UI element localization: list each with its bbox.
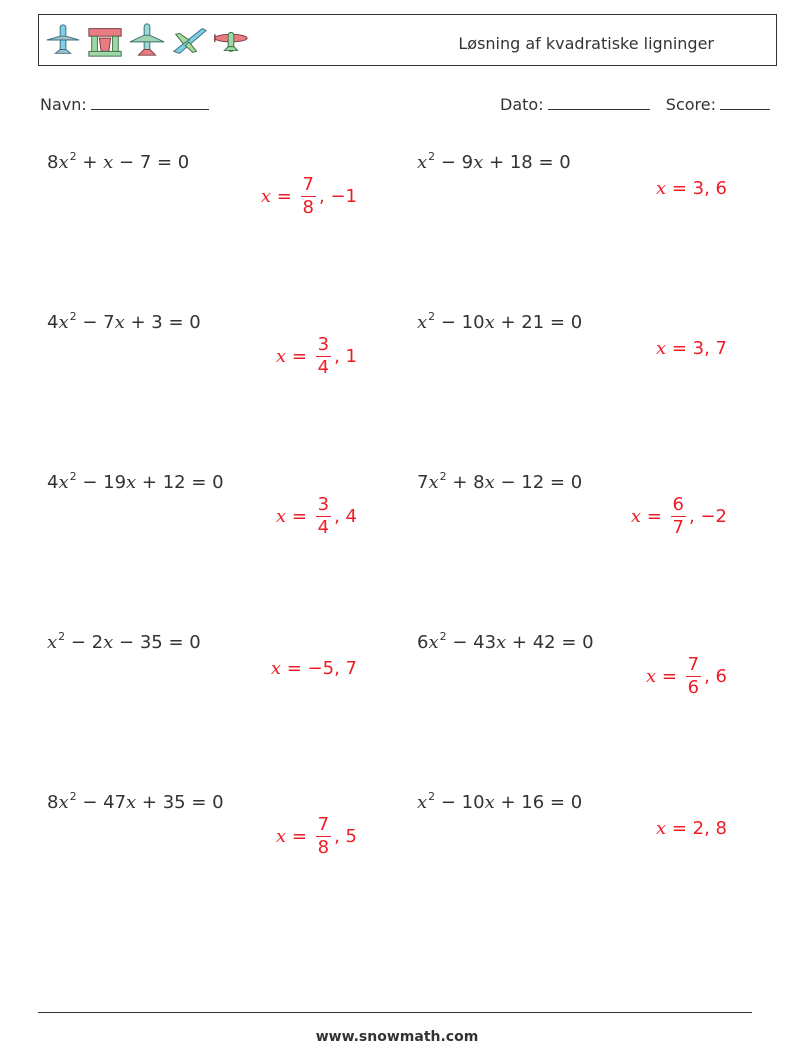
header-icons: [44, 20, 250, 60]
worksheet-header: [38, 14, 777, 66]
equation: $8x^2 + x - 7 = 0$: [47, 150, 190, 173]
answer: x = $\frac{7}{8}$ , −1: [260, 174, 357, 218]
answer: x = $\frac{7}{6}$ , 6: [645, 654, 727, 698]
name-blank[interactable]: [91, 93, 209, 110]
swept-wing-jet-icon: [170, 20, 208, 60]
equation: $4x^2 - 19x + 12 = 0$: [47, 470, 224, 493]
answer: x = $\frac{3}{4}$ , 4: [275, 494, 357, 538]
date-score-fields: [500, 93, 770, 114]
problem-item: [47, 470, 377, 538]
problem-item: [47, 150, 377, 218]
footer-url: www.snowmath.com: [315, 1029, 479, 1045]
answer: x = $\frac{6}{7}$ , −2: [630, 494, 727, 538]
problem-item: [417, 470, 747, 538]
answer: x = $\frac{3}{4}$ , 1: [275, 334, 357, 378]
problem-item: [47, 310, 377, 378]
score-blank[interactable]: [720, 93, 770, 110]
name-field: [40, 93, 209, 114]
answer: x = $\frac{7}{8}$ , 5: [275, 814, 357, 858]
worksheet-title: Løsning af kvadratiske ligninger: [458, 34, 714, 53]
score-label: Score:: [665, 95, 716, 114]
answer: x = 3 , 7: [655, 338, 727, 359]
problem-item: [47, 790, 377, 858]
equation: $x^2 - 10x + 16 = 0$: [417, 790, 583, 813]
airplane-icon: [44, 20, 82, 60]
propeller-plane-icon: [212, 20, 250, 60]
problem-item: [417, 310, 747, 359]
answer: x = −5 , 7: [270, 658, 357, 679]
airplane-icon: [128, 20, 166, 60]
name-label: Navn:: [40, 95, 87, 114]
problem-item: [417, 630, 747, 698]
airport-tower-icon: [86, 20, 124, 60]
answer: x = 2 , 8: [655, 818, 727, 839]
equation: $7x^2 + 8x - 12 = 0$: [417, 470, 583, 493]
equation: $x^2 - 9x + 18 = 0$: [417, 150, 571, 173]
equation: $6x^2 - 43x + 42 = 0$: [417, 630, 594, 653]
equation: $4x^2 - 7x + 3 = 0$: [47, 310, 201, 333]
date-label: Dato:: [500, 95, 544, 114]
answer: x = 3 , 6: [655, 178, 727, 199]
equation: $x^2 - 10x + 21 = 0$: [417, 310, 583, 333]
date-blank[interactable]: [548, 93, 650, 110]
equation: $x^2 - 2x - 35 = 0$: [47, 630, 201, 653]
equation: $8x^2 - 47x + 35 = 0$: [47, 790, 224, 813]
problem-item: [417, 150, 747, 199]
footer-divider: [38, 1012, 752, 1013]
problem-item: [47, 630, 377, 679]
problem-item: [417, 790, 747, 839]
